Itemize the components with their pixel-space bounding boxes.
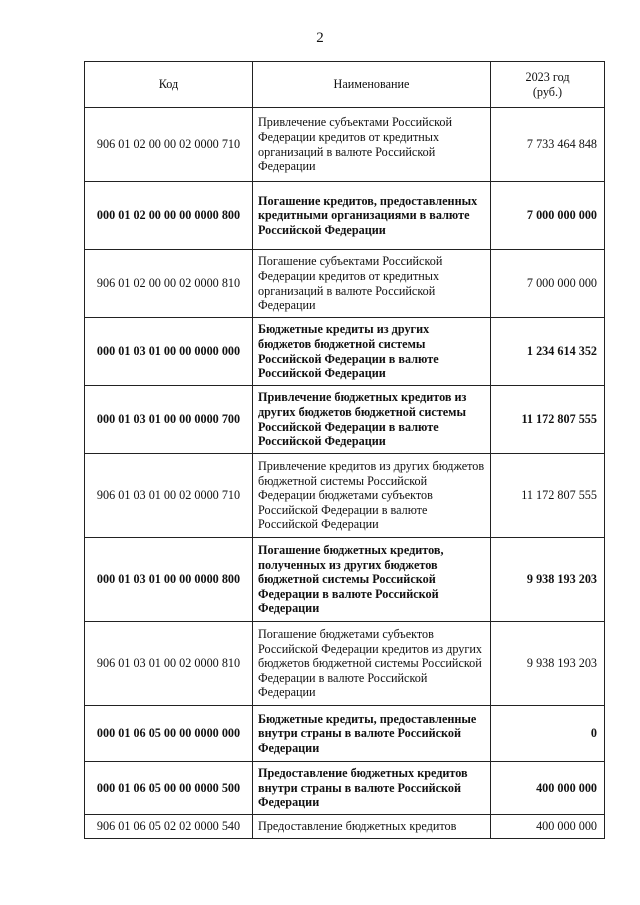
row-amount: 7 733 464 848 [491, 108, 605, 182]
row-name: Привлечение бюджетных кредитов из других бюджетов бюджетной системы Российской Федерации в валюте Российской Федерации [253, 386, 491, 454]
header-amount [491, 62, 605, 108]
page-number: 2 [316, 30, 324, 46]
row-amount: 11 172 807 555 [491, 454, 605, 538]
row-code: 000 01 02 00 00 00 0000 800 [85, 182, 253, 250]
row-name: Предоставление бюджетных кредитов внутри страны в валюте Российской Федерации [253, 762, 491, 815]
row-amount: 9 938 193 203 [491, 538, 605, 622]
row-name: Бюджетные кредиты из других бюджетов бюджетной системы Российской Федерации в валюте Российской Федерации [253, 318, 491, 386]
row-name: Бюджетные кредиты, предоставленные внутри страны в валюте Российской Федерации [253, 706, 491, 762]
row-name: Привлечение кредитов из других бюджетов бюджетной системы Российской Федерации бюджетами субъектов Российской Федерации в валюте Российской Федерации [253, 454, 491, 538]
row-amount: 7 000 000 000 [491, 250, 605, 318]
header-row [85, 62, 605, 108]
row-code: 000 01 06 05 00 00 0000 500 [85, 762, 253, 815]
row-code: 906 01 02 00 00 02 0000 810 [85, 250, 253, 318]
row-name: Погашение субъектами Российской Федерации кредитов от кредитных организаций в валюте Российской Федерации [253, 250, 491, 318]
table-row [85, 108, 605, 182]
row-code: 906 01 06 05 02 02 0000 540 [85, 815, 253, 839]
table-row [85, 454, 605, 538]
row-amount: 11 172 807 555 [491, 386, 605, 454]
row-name: Предоставление бюджетных кредитов [253, 815, 491, 839]
row-code: 906 01 02 00 00 02 0000 710 [85, 108, 253, 182]
table-row [85, 250, 605, 318]
table-row [85, 538, 605, 622]
table-row [85, 762, 605, 815]
row-code: 000 01 03 01 00 00 0000 700 [85, 386, 253, 454]
row-amount: 0 [491, 706, 605, 762]
row-name: Погашение кредитов, предоставленных кредитными организациями в валюте Российской Федерации [253, 182, 491, 250]
header-name: Наименование [253, 62, 491, 108]
header-amount-year: 2023 год [525, 69, 570, 84]
row-amount: 7 000 000 000 [491, 182, 605, 250]
row-code: 000 01 03 01 00 00 0000 800 [85, 538, 253, 622]
header-amount-unit: (руб.) [532, 84, 563, 99]
row-amount: 400 000 000 [491, 815, 605, 839]
row-amount: 400 000 000 [491, 762, 605, 815]
row-name: Погашение бюджетных кредитов, полученных из других бюджетов бюджетной системы Российской Федерации в валюте Российской Федерации [253, 538, 491, 622]
row-name: Погашение бюджетами субъектов Российской Федерации кредитов из других бюджетов бюджетной системы Российской Федерации в валюте Российской Федерации [253, 622, 491, 706]
row-code: 906 01 03 01 00 02 0000 710 [85, 454, 253, 538]
table-row [85, 706, 605, 762]
row-name: Привлечение субъектами Российской Федерации кредитов от кредитных организаций в валюте Российской Федерации [253, 108, 491, 182]
row-amount: 9 938 193 203 [491, 622, 605, 706]
row-code: 000 01 03 01 00 00 0000 000 [85, 318, 253, 386]
row-code: 906 01 03 01 00 02 0000 810 [85, 622, 253, 706]
table-row [85, 318, 605, 386]
table-row [85, 815, 605, 839]
header-code: Код [85, 62, 253, 108]
table-row [85, 386, 605, 454]
budget-table [84, 61, 605, 839]
row-amount: 1 234 614 352 [491, 318, 605, 386]
table-row [85, 182, 605, 250]
table-row [85, 622, 605, 706]
row-code: 000 01 06 05 00 00 0000 000 [85, 706, 253, 762]
